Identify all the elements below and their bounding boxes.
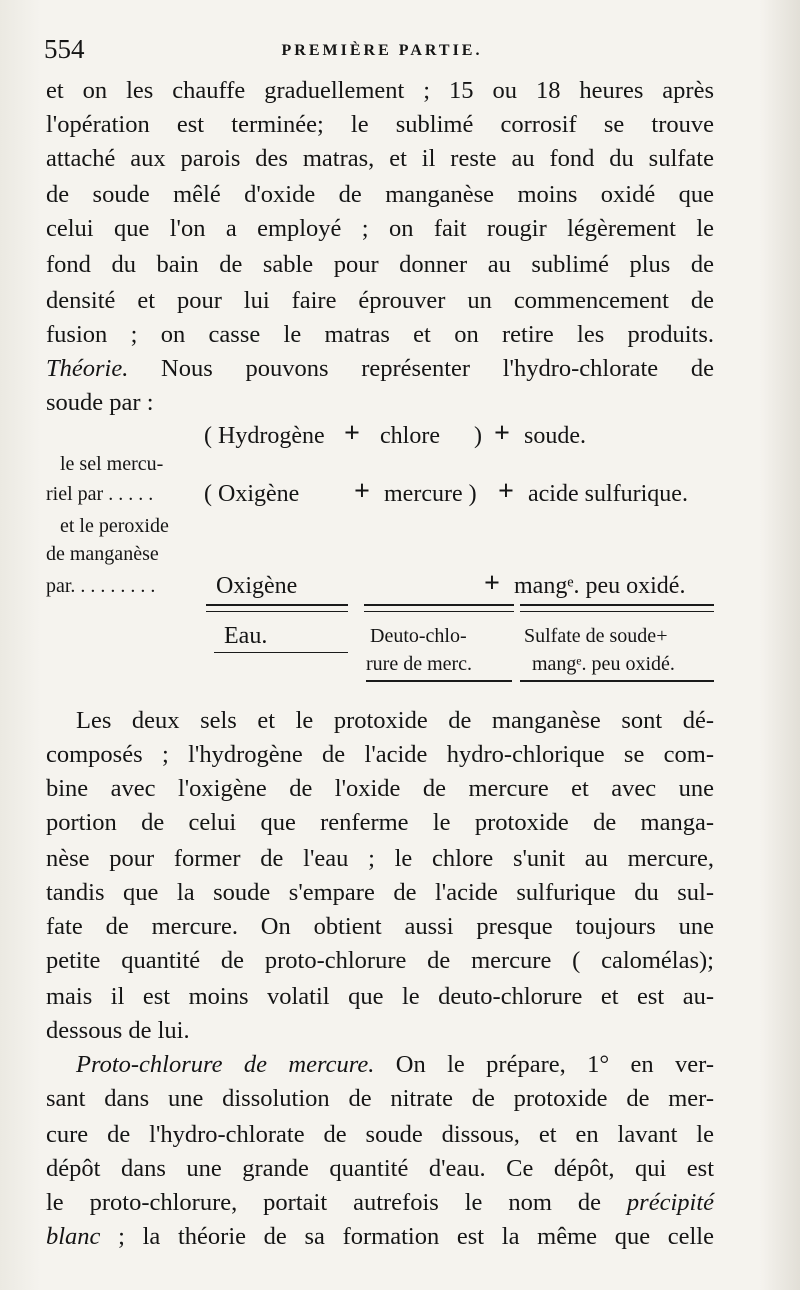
text-line: tandis que la soude s'empare de l'acide sulfurique du sul-: [46, 879, 714, 906]
eq2-right: acide sulfurique.: [528, 481, 688, 507]
term-precipite: précipité: [600, 1189, 715, 1216]
eq1-plus1: +: [344, 418, 360, 449]
eq2-middle: mercure ): [384, 481, 477, 507]
eq1-close: ): [474, 423, 482, 449]
result-deutochlorure-a: Deuto-chlo-: [370, 625, 467, 647]
eq1-right: soude.: [524, 423, 586, 449]
text-line: dépôt dans une grande quantité d'eau. Ce dépôt, qui est: [46, 1155, 714, 1182]
page-header: [44, 34, 720, 70]
eq3-right: mangᵉ. peu oxidé.: [514, 573, 686, 599]
theory-line: Théorie. Nous pouvons représenter l'hydro-chlorate de: [46, 355, 714, 382]
sum-rule: [520, 611, 714, 612]
term-blanc: blanc: [46, 1223, 101, 1250]
text-line: nèse pour former de l'eau ; le chlore s'unit au mercure,: [46, 845, 714, 872]
text-line: de soude mêlé d'oxide de manganèse moins oxidé que: [46, 181, 714, 208]
label-sel-mercuriel-a: le sel mercu-: [60, 453, 164, 475]
eq1-open: ( Hydrogène: [204, 423, 325, 449]
text-line: soude par :: [46, 389, 154, 416]
text-line: fate de mercure. On obtient aussi presque toujours une: [46, 913, 714, 940]
eq3-left: Oxigène: [216, 573, 298, 599]
page-number: 554: [44, 34, 85, 64]
eq2-plus1: +: [354, 476, 370, 507]
sum-rule: [520, 604, 714, 606]
result-rule: [366, 680, 512, 682]
label-peroxide-c: par. . . . . . . . .: [46, 575, 156, 597]
text-line: blanc ; la théorie de sa formation est la même que celle: [46, 1223, 714, 1250]
label-sel-mercuriel-b: riel par . . . . .: [46, 483, 154, 505]
running-head: PREMIÈRE PARTIE.: [281, 42, 483, 59]
theory-label: Théorie.: [46, 355, 129, 382]
text-line: composés ; l'hydrogène de l'acide hydro-chlorique se com-: [46, 741, 714, 768]
eq2-plus2: +: [498, 476, 514, 507]
eq2-open: ( Oxigène: [204, 481, 300, 507]
result-rule: [214, 652, 348, 653]
section-title: Proto-chlorure de mercure.: [76, 1051, 375, 1078]
text-line: fond du bain de sable pour donner au sublimé plus de: [46, 251, 714, 278]
sum-rule: [364, 611, 514, 612]
text-line: mais il est moins volatil que le deuto-chlorure et est au-: [46, 983, 714, 1010]
result-sulfate-b: mangᵉ. peu oxidé.: [532, 653, 675, 675]
text-line: l'opération est terminée; le sublimé corrosif se trouve: [46, 111, 714, 138]
sum-rule: [364, 604, 514, 606]
result-sulfate-a: Sulfate de soude+: [524, 625, 668, 647]
sum-rule: [206, 604, 348, 606]
text-line: fusion ; on casse le matras et on retire les produits.: [46, 321, 714, 348]
text-line: densité et pour lui faire éprouver un commencement de: [46, 287, 714, 314]
result-deutochlorure-b: rure de merc.: [366, 653, 473, 675]
result-rule: [520, 680, 714, 682]
text-line: le proto-chlorure, portait autrefois le nom de précipité: [46, 1189, 715, 1216]
text-line: et on les chauffe graduellement ; 15 ou 18 heures après: [46, 77, 714, 104]
eq1-plus2: +: [494, 418, 510, 449]
section-line: Proto-chlorure de mercure. On le prépare, 1° en ver-: [76, 1051, 715, 1078]
label-peroxide-b: de manganèse: [46, 543, 159, 565]
text-line: bine avec l'oxigène de l'oxide de mercure et avec une: [46, 775, 714, 802]
eq3-plus: +: [484, 568, 500, 599]
result-water: Eau.: [224, 623, 268, 649]
text-line: celui que l'on a employé ; on fait rougir légèrement le: [46, 215, 714, 242]
text-line: dessous de lui.: [46, 1017, 190, 1044]
eq1-middle: chlore: [380, 423, 440, 449]
text-line: attaché aux parois des matras, et il reste au fond du sulfate: [46, 145, 714, 172]
sum-rule: [206, 611, 348, 612]
label-peroxide-a: et le peroxide: [60, 515, 169, 537]
text-line: cure de l'hydro-chlorate de soude dissous, et en lavant le: [46, 1121, 714, 1148]
text-line: petite quantité de proto-chlorure de mercure ( calomélas);: [46, 947, 714, 974]
text-line: portion de celui que renferme le protoxide de manga-: [46, 809, 714, 836]
text-line: Les deux sels et le protoxide de manganèse sont dé-: [76, 707, 714, 734]
text-line: sant dans une dissolution de nitrate de protoxide de mer-: [46, 1085, 714, 1112]
